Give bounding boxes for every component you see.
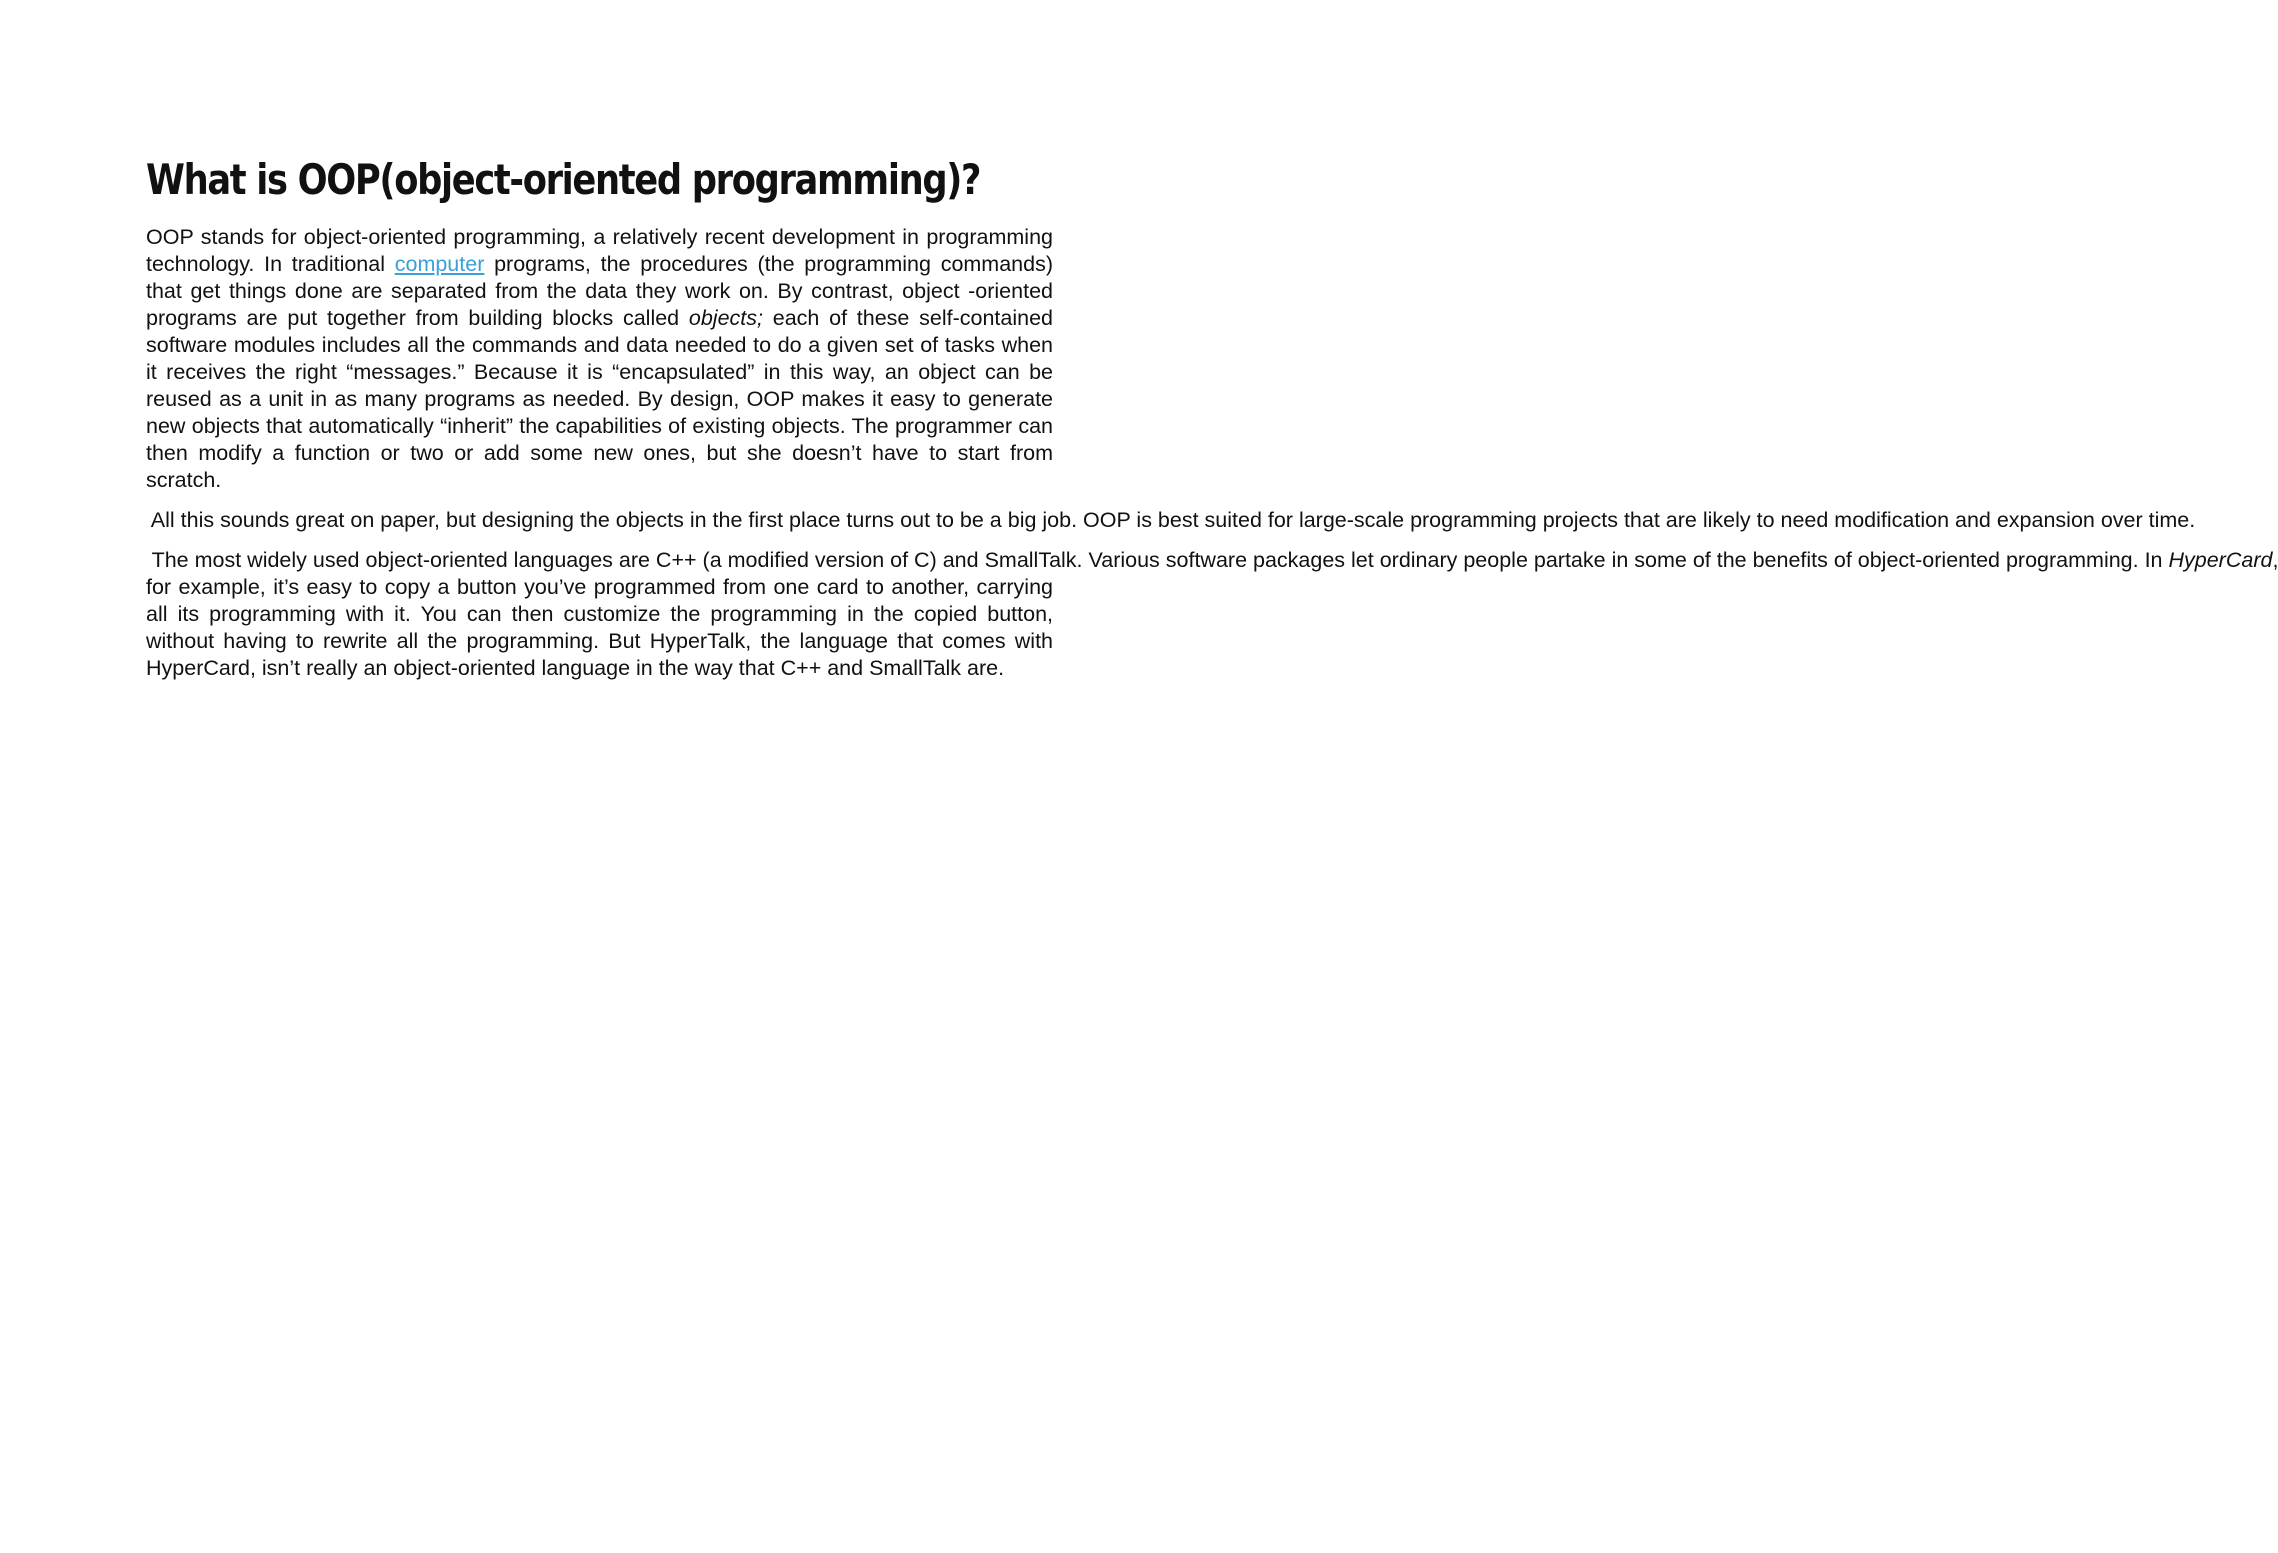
paragraph-text: All this sounds great on paper, but designing the objects in the first place turns out to be a big job. OOP is best suited for large-scale programming projects that are likely to need modification and expansion over time. bbox=[146, 508, 2196, 532]
document-content bbox=[146, 150, 2278, 695]
paragraph-text: programs, the procedures (the programming commands) that get things done are separated from the data they work on. By contrast, object -oriented programs are put together from building blocks called bbox=[146, 252, 1053, 330]
italic-term-hypercard: HyperCard bbox=[2168, 548, 2273, 572]
paragraph-oop-languages bbox=[146, 547, 2278, 682]
paragraph-text: each of these self-contained software modules includes all the commands and data needed to do a given set of tasks when it receives the right “messages.” Because it is “encapsulated” in this way, an object can be reused as a unit in as many programs as needed. By design, OOP makes it easy to generate new objects that automatically “inherit” the capabilities of existing objects. The programmer can then modify a function or two or add some new ones, but she doesn’t have to start from scratch. bbox=[146, 306, 1054, 492]
paragraph-text: , for example, it’s easy to copy a button you’ve programmed from one card to another, carrying all its programming with it. You can then customize the programming in the copied button, without having to rewrite all the programming. But HyperTalk, the language that comes with HyperCard, isn’t really an object-oriented language in the way that C++ and SmallTalk are. bbox=[146, 548, 2278, 680]
paragraph-text: The most widely used object-oriented languages are C++ (a modified version of C) and SmallTalk. Various software packages let ordinary people partake in some of the benefits of object-oriented programming. In bbox=[146, 548, 2169, 572]
italic-term-objects: objects; bbox=[688, 306, 763, 330]
paragraph-oop-definition bbox=[146, 224, 1053, 494]
paragraph-design-effort bbox=[146, 507, 2196, 534]
paragraph-text: OOP stands for object-oriented programming, a relatively recent development in programming technology. In traditional bbox=[146, 225, 1053, 276]
page-title: What is OOP(object-oriented programming)? bbox=[146, 155, 981, 204]
computer-link[interactable]: computer bbox=[394, 252, 485, 276]
